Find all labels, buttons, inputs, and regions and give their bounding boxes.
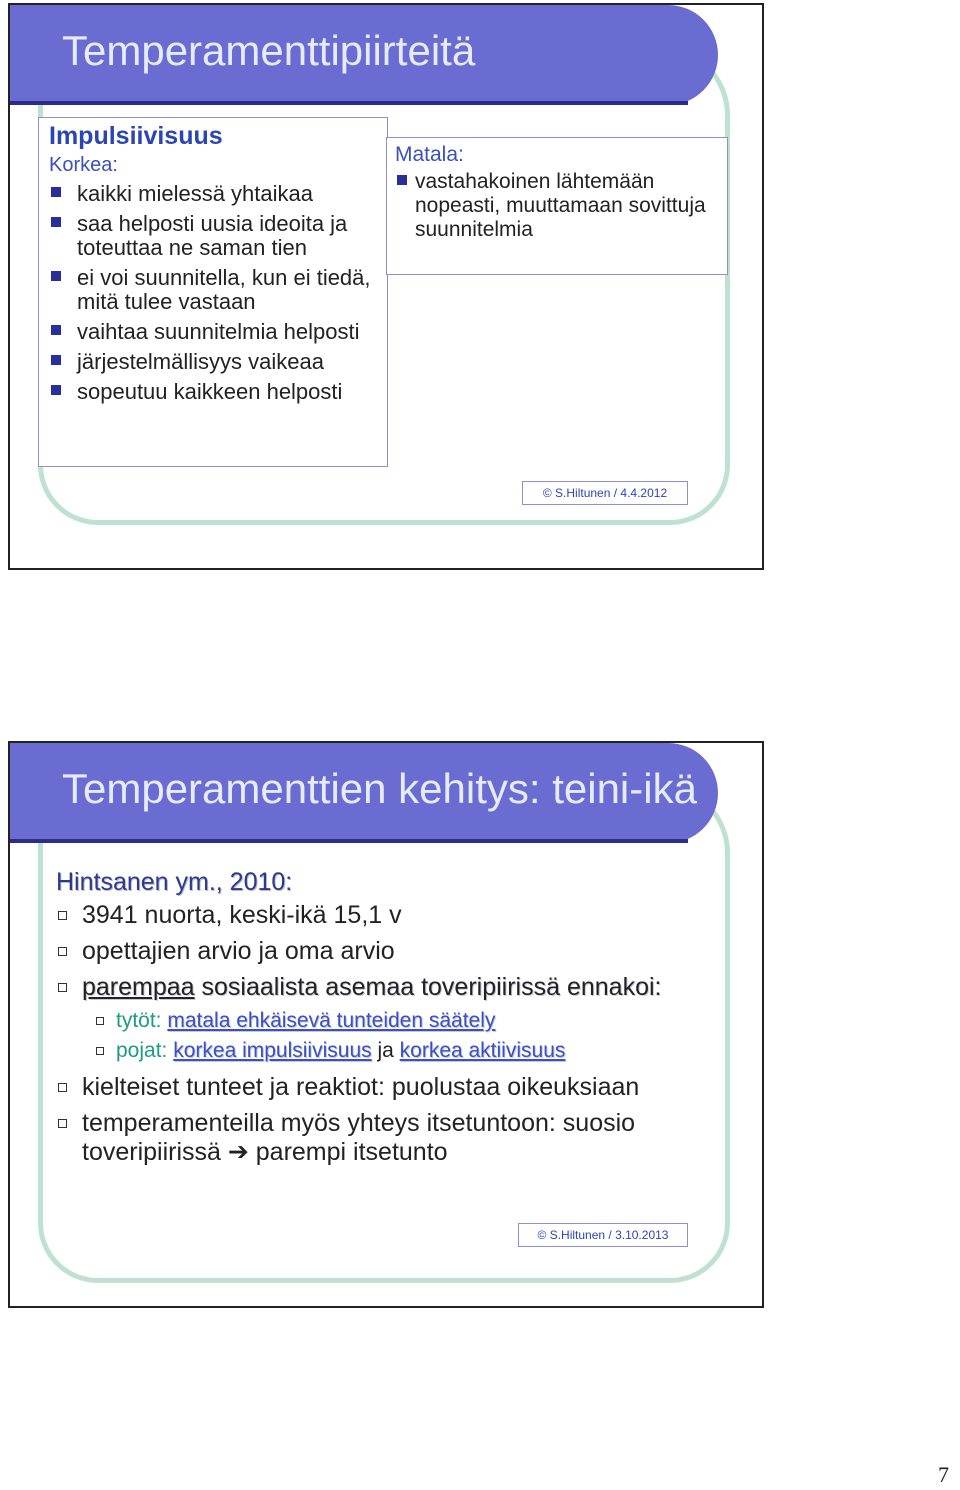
list-item: vastahakoinen lähtemään nopeasti, muuttamaan sovittuja suunnitelmia — [395, 170, 719, 242]
list-item: saa helposti uusia ideoita ja toteuttaa ne saman tien — [49, 212, 377, 260]
list-item: kielteiset tunteet ja reaktiot: puolustaa oikeuksiaan — [56, 1073, 716, 1102]
self-esteem-text: temperamenteilla myös yhteys itsetuntoon: suosio toveripiirissä — [82, 1109, 636, 1166]
better-link-text: parempaa — [82, 973, 195, 1001]
predictors-list — [82, 1006, 716, 1066]
list-item: kaikki mielessä yhtaikaa — [49, 182, 377, 206]
boys-label: pojat: — [116, 1039, 174, 1062]
findings-list — [56, 901, 716, 1167]
slide-1-title: Temperamenttipiirteitä — [62, 27, 476, 74]
list-item-boys — [82, 1036, 716, 1066]
slide-1-footer: © S.Hiltunen / 4.4.2012 — [522, 481, 688, 505]
slide-2-footer: © S.Hiltunen / 3.10.2013 — [518, 1223, 688, 1247]
impulsivity-high-box — [38, 117, 388, 467]
slide-2-body — [56, 867, 716, 1174]
slide-2-title-bar — [10, 743, 718, 843]
list-item: sopeutuu kaikkeen helposti — [49, 380, 377, 404]
list-item: opettajien arvio ja oma arvio — [56, 937, 716, 966]
slide-1-title-bar — [10, 5, 718, 105]
slide-2-title: Temperamenttien kehitys: teini-ikä — [62, 765, 697, 812]
list-item: 3941 nuorta, keski-ikä 15,1 v — [56, 901, 716, 930]
high-traits-list — [49, 182, 377, 404]
list-item: ei voi suunnitella, kun ei tiedä, mitä tulee vastaan — [49, 266, 377, 314]
list-item-girls — [82, 1006, 716, 1036]
social-status-text: sosiaalista asemaa toveripiirissä ennakoi: — [194, 973, 662, 1001]
boys-conjunction: ja — [371, 1039, 400, 1062]
study-reference: Hintsanen ym., 2010: — [56, 868, 293, 896]
girls-label: tytöt: — [116, 1009, 168, 1032]
list-item-social-status — [56, 973, 716, 1066]
arrow-right-icon: ➔ — [227, 1138, 249, 1166]
list-item: vaihtaa suunnitelmia helposti — [49, 320, 377, 344]
page-number: 7 — [938, 1462, 949, 1487]
slide-2 — [8, 741, 764, 1308]
low-subheading: Matala: — [395, 143, 464, 166]
impulsivity-low-box — [386, 137, 728, 275]
impulsivity-heading: Impulsiivisuus — [49, 122, 223, 150]
list-item-self-esteem — [56, 1109, 716, 1167]
slide-1 — [8, 3, 764, 570]
high-subheading: Korkea: — [49, 154, 118, 176]
list-item: järjestelmällisyys vaikeaa — [49, 350, 377, 374]
boys-predictor-1: korkea impulsiivisuus — [173, 1039, 372, 1062]
girls-predictor: matala ehkäisevä tunteiden säätely — [167, 1009, 496, 1032]
low-traits-list — [395, 170, 719, 242]
self-esteem-result: parempi itsetunto — [248, 1138, 448, 1166]
boys-predictor-2: korkea aktiivisuus — [399, 1039, 566, 1062]
